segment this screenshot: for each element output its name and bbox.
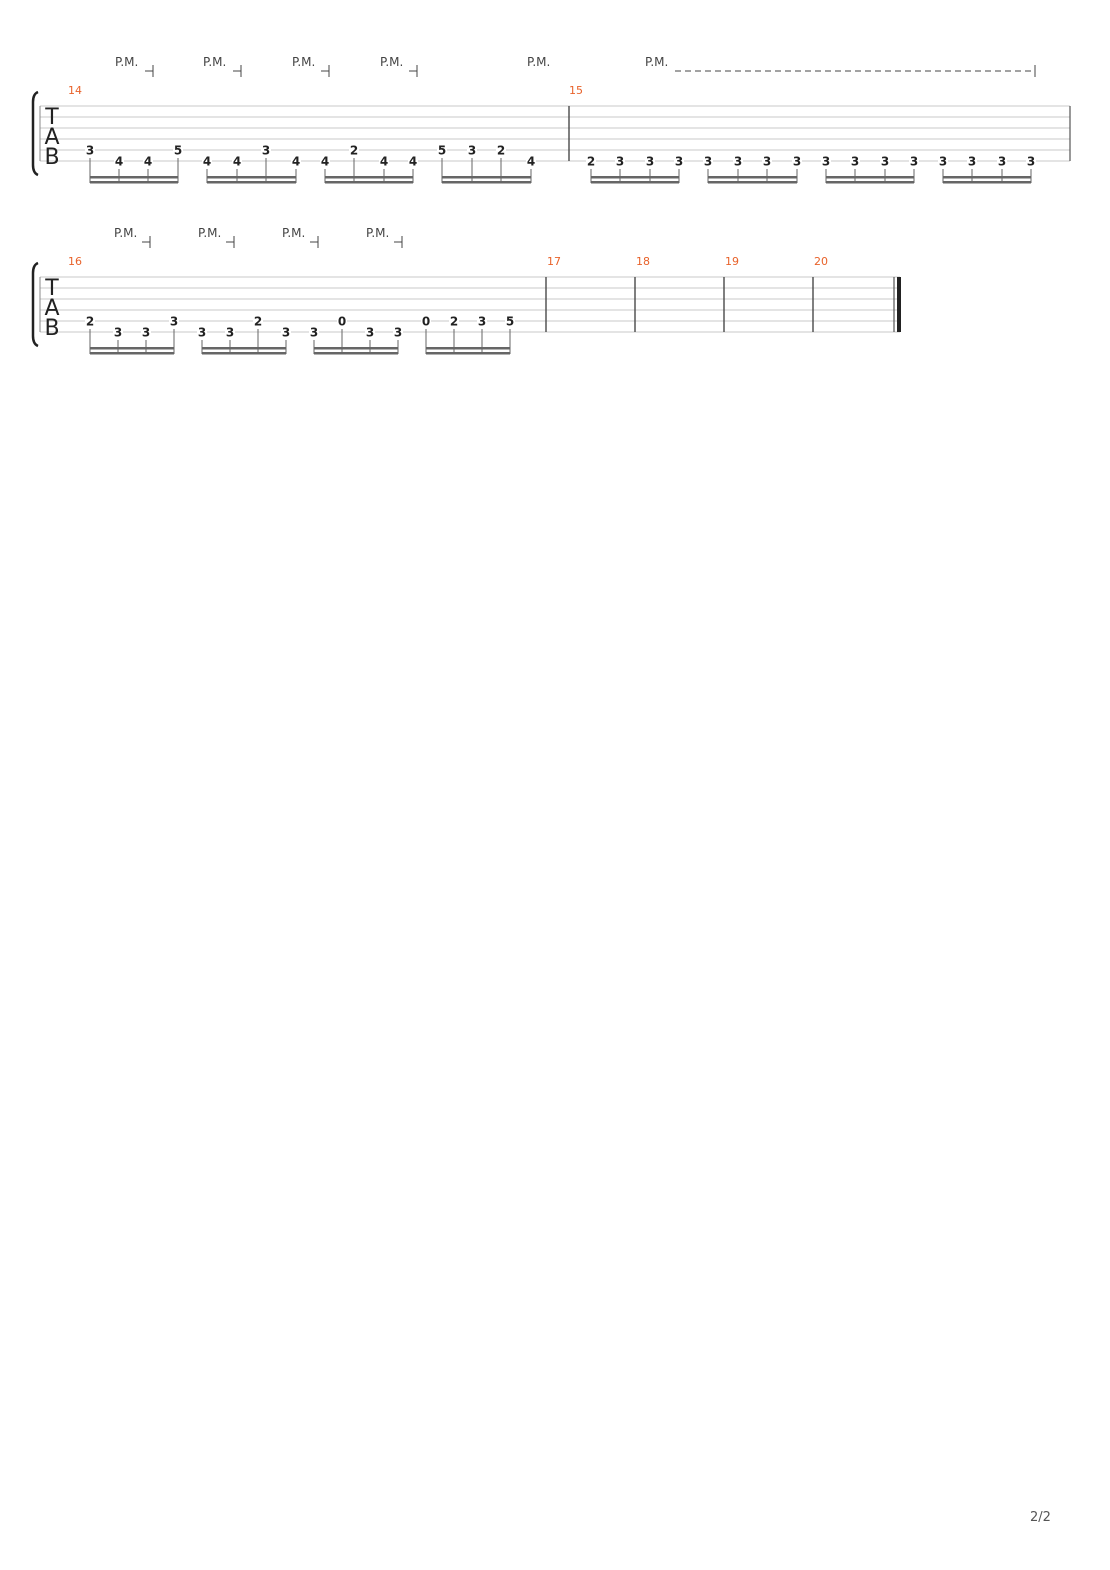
- fret-number: 2: [253, 314, 263, 329]
- fret-number: 0: [337, 314, 347, 329]
- fret-number: 2: [449, 314, 459, 329]
- beam: [442, 181, 531, 184]
- measure-number: 17: [547, 255, 561, 268]
- beam: [314, 352, 398, 355]
- beam: [426, 347, 510, 350]
- palm-mute-label: P.M.: [203, 55, 227, 69]
- fret-number: 3: [792, 154, 802, 169]
- fret-number: 3: [309, 325, 319, 340]
- fret-number: 2: [85, 314, 95, 329]
- beam: [708, 181, 797, 184]
- beam: [90, 352, 174, 355]
- tab-clef-letter: T: [45, 276, 59, 301]
- system-bracket: [33, 92, 38, 175]
- measure-number: 18: [636, 255, 650, 268]
- fret-number: 3: [733, 154, 743, 169]
- tab-system-2: [33, 226, 900, 355]
- fret-number: 3: [703, 154, 713, 169]
- measure-number: 16: [68, 255, 82, 268]
- beam: [314, 347, 398, 350]
- fret-number: 3: [850, 154, 860, 169]
- beam: [826, 181, 914, 184]
- beam: [207, 176, 296, 179]
- beam: [207, 181, 296, 184]
- fret-number: 3: [938, 154, 948, 169]
- tab-clef-letter: A: [44, 296, 60, 321]
- beam: [826, 176, 914, 179]
- measure-number: 19: [725, 255, 739, 268]
- fret-number: 3: [615, 154, 625, 169]
- fret-number: 3: [477, 314, 487, 329]
- palm-mute-label: P.M.: [198, 226, 222, 240]
- palm-mute-label: P.M.: [282, 226, 306, 240]
- fret-number: 3: [821, 154, 831, 169]
- fret-number: 3: [261, 143, 271, 158]
- fret-number: 4: [291, 154, 301, 169]
- fret-number: 5: [437, 143, 447, 158]
- fret-number: 5: [173, 143, 183, 158]
- fret-number: 4: [408, 154, 418, 169]
- fret-number: 3: [762, 154, 772, 169]
- beam: [90, 347, 174, 350]
- palm-mute-label: P.M.: [645, 55, 669, 69]
- beam: [202, 352, 286, 355]
- fret-number: 4: [202, 154, 212, 169]
- beam: [325, 176, 413, 179]
- fret-number: 3: [1026, 154, 1036, 169]
- fret-number: 3: [997, 154, 1007, 169]
- fret-number: 3: [197, 325, 207, 340]
- fret-number: 3: [225, 325, 235, 340]
- palm-mute-label: P.M.: [292, 55, 316, 69]
- beam: [325, 181, 413, 184]
- fret-number: 3: [880, 154, 890, 169]
- fret-number: 3: [113, 325, 123, 340]
- palm-mute-label: P.M.: [527, 55, 551, 69]
- tab-clef-letter: A: [44, 125, 60, 150]
- beam: [943, 181, 1031, 184]
- beam: [591, 176, 679, 179]
- palm-mute-label: P.M.: [366, 226, 390, 240]
- beam: [90, 181, 178, 184]
- fret-number: 2: [586, 154, 596, 169]
- fret-number: 4: [232, 154, 242, 169]
- measure-number: 14: [68, 84, 82, 97]
- fret-number: 4: [320, 154, 330, 169]
- palm-mute-label: P.M.: [115, 55, 139, 69]
- beam: [442, 176, 531, 179]
- fret-number: 3: [365, 325, 375, 340]
- fret-number: 4: [143, 154, 153, 169]
- fret-number: 0: [421, 314, 431, 329]
- fret-number: 3: [467, 143, 477, 158]
- measure-number: 15: [569, 84, 583, 97]
- fret-number: 3: [645, 154, 655, 169]
- fret-number: 3: [674, 154, 684, 169]
- palm-mute-label: P.M.: [380, 55, 404, 69]
- fret-number: 4: [379, 154, 389, 169]
- fret-number: 2: [349, 143, 359, 158]
- fret-number: 3: [281, 325, 291, 340]
- beam: [90, 176, 178, 179]
- fret-number: 3: [85, 143, 95, 158]
- tab-clef-letter: T: [45, 105, 59, 130]
- beam: [591, 181, 679, 184]
- beam: [943, 176, 1031, 179]
- system-bracket: [33, 263, 38, 346]
- measure-number: 20: [814, 255, 828, 268]
- beam: [708, 176, 797, 179]
- beam: [202, 347, 286, 350]
- tab-system-1: [33, 55, 1070, 184]
- fret-number: 4: [526, 154, 536, 169]
- fret-number: 5: [505, 314, 515, 329]
- fret-number: 3: [909, 154, 919, 169]
- fret-number: 4: [114, 154, 124, 169]
- tab-clef-letter: B: [44, 145, 60, 170]
- beam: [426, 352, 510, 355]
- fret-number: 2: [496, 143, 506, 158]
- tab-clef-letter: B: [44, 316, 60, 341]
- palm-mute-label: P.M.: [114, 226, 138, 240]
- fret-number: 3: [393, 325, 403, 340]
- page-number: 2/2: [1030, 1510, 1051, 1525]
- fret-number: 3: [169, 314, 179, 329]
- fret-number: 3: [967, 154, 977, 169]
- fret-number: 3: [141, 325, 151, 340]
